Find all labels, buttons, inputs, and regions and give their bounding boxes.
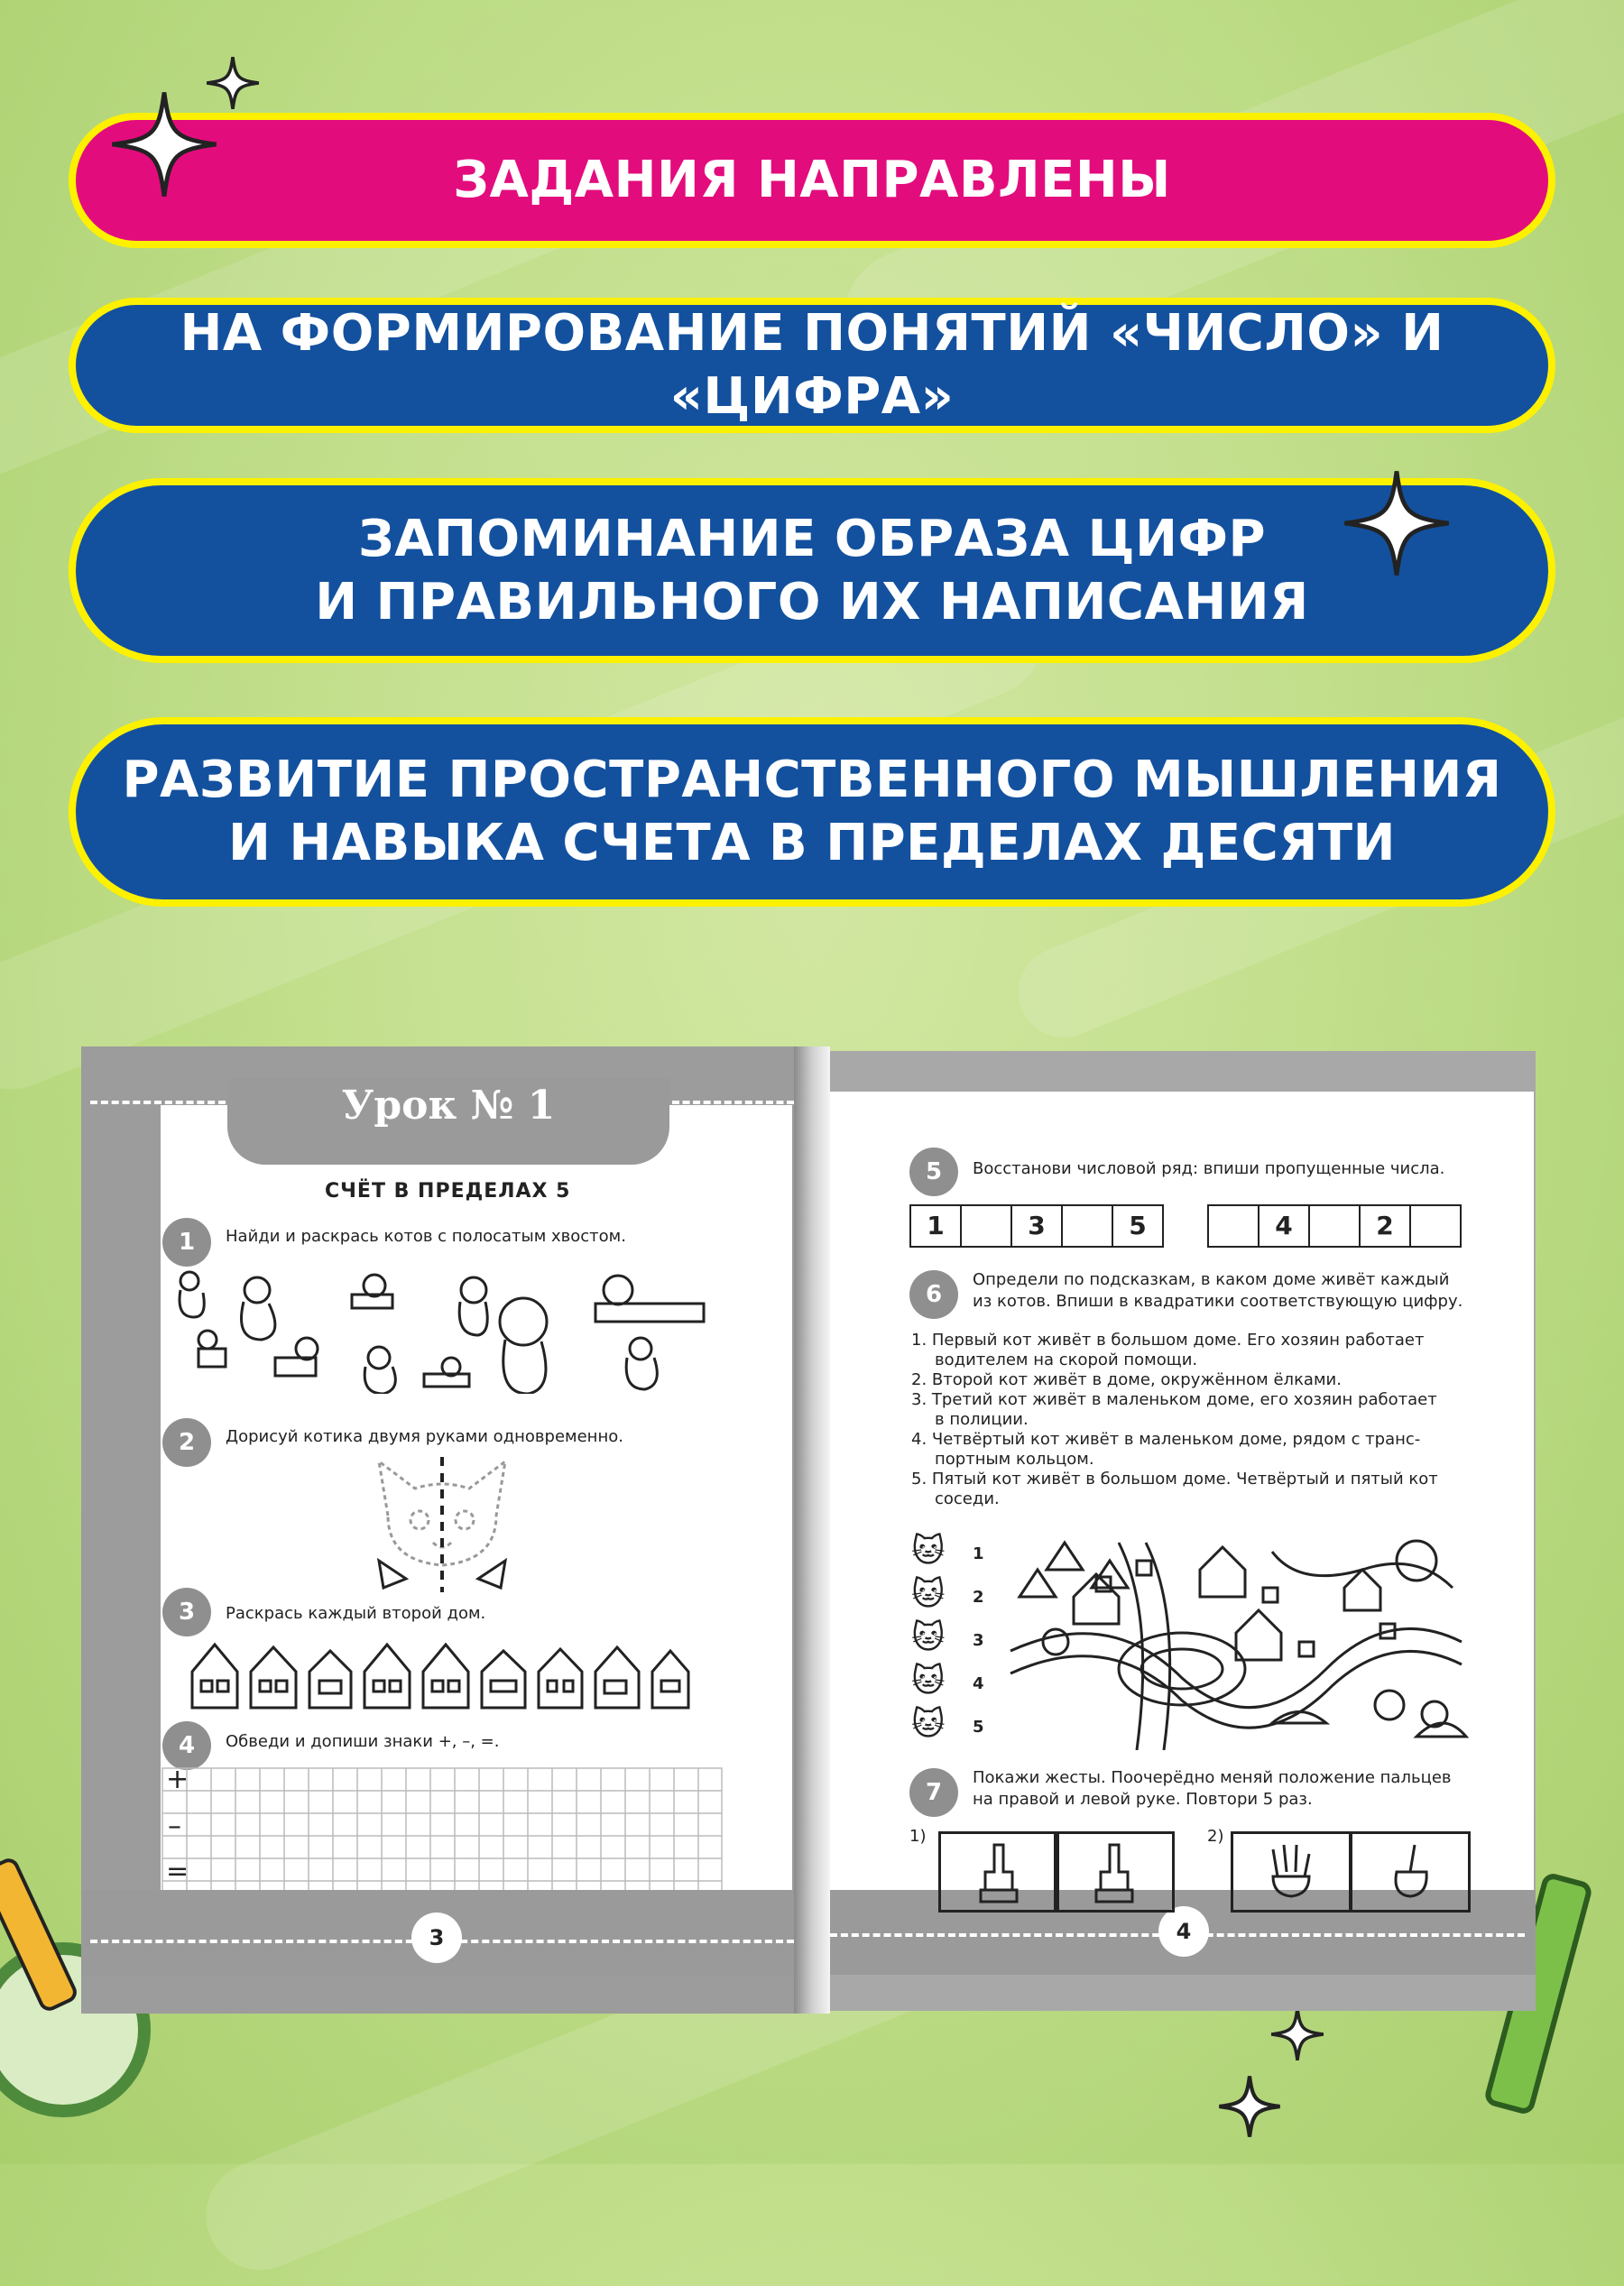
sign-equals: = xyxy=(166,1856,189,1887)
gesture-box-pointing-left xyxy=(1054,1831,1175,1913)
task-number: 6 xyxy=(909,1270,958,1319)
clue-line: в полиции. xyxy=(935,1410,1029,1429)
hand-icon xyxy=(1383,1840,1437,1903)
sequence-cell[interactable] xyxy=(1061,1204,1113,1248)
task-text: Обведи и допиши знаки +, –, =. xyxy=(226,1732,500,1751)
cat-face-tracing xyxy=(361,1452,523,1597)
cat-label: 3 xyxy=(973,1631,984,1650)
lesson-subtitle: СЧЁТ В ПРЕДЕЛАХ 5 xyxy=(325,1180,571,1203)
sign-minus: – xyxy=(168,1811,181,1842)
cat-label: 2 xyxy=(973,1588,984,1607)
sequence-cell[interactable]: 4 xyxy=(1258,1204,1310,1248)
gesture-box-pointing-right xyxy=(938,1831,1059,1913)
sparkle-icon xyxy=(206,56,260,110)
cat-label: 5 xyxy=(973,1718,984,1737)
town-map-illustration xyxy=(1001,1534,1471,1750)
page-number-right: 4 xyxy=(1158,1906,1209,1957)
banner-number-concept xyxy=(69,298,1555,433)
sequence-cell[interactable] xyxy=(1308,1204,1361,1248)
banner-digit-memory xyxy=(69,478,1555,663)
sparkle-icon xyxy=(110,90,218,198)
task-number: 5 xyxy=(909,1148,958,1196)
banner-digit-memory-line1: ЗАПОМИНАНИЕ ОБРАЗА ЦИФР xyxy=(357,509,1267,568)
cat-label: 4 xyxy=(973,1674,984,1693)
task-text: Найди и раскрась котов с полосатым хвостом. xyxy=(226,1227,626,1246)
clue-line: 2. Второй кот живёт в доме, окружённом ёлками. xyxy=(911,1370,1342,1389)
task-text: из котов. Впиши в квадратики соответствующую цифру. xyxy=(973,1292,1463,1311)
top-stitch-page2 xyxy=(830,1102,1525,1106)
sequence-cell[interactable]: 3 xyxy=(1010,1204,1063,1248)
sequence-cell[interactable] xyxy=(960,1204,1012,1248)
cat-label: 1 xyxy=(973,1544,984,1563)
cat-head-icon: 🐱 xyxy=(911,1533,946,1570)
cat-head-icon: 🐱 xyxy=(911,1576,946,1613)
sparkle-icon xyxy=(1270,2007,1324,2061)
hand-icon xyxy=(972,1840,1026,1903)
top-stitch-right xyxy=(672,1101,794,1104)
sequence-cell[interactable] xyxy=(1409,1204,1462,1248)
task-number: 3 xyxy=(162,1588,211,1636)
sign-plus: + xyxy=(166,1764,189,1795)
top-stitch-left xyxy=(90,1101,226,1104)
clue-line: соседи. xyxy=(935,1489,1000,1508)
cat-head-icon: 🐱 xyxy=(911,1619,946,1656)
banner-goals-text: ЗАДАНИЯ НАПРАВЛЕНЫ xyxy=(453,151,1171,209)
banner-spatial-thinking-line2: И НАВЫКА СЧЕТА В ПРЕДЕЛАХ ДЕСЯТИ xyxy=(228,814,1396,872)
task-text: Определи по подсказкам, в каком доме живёт каждый xyxy=(973,1270,1450,1289)
task-number: 1 xyxy=(162,1218,211,1267)
task-text: Раскрась каждый второй дом. xyxy=(226,1604,486,1623)
number-sequence-2 xyxy=(1209,1204,1462,1248)
clue-line: 1. Первый кот живёт в большом доме. Его хозяин работает xyxy=(911,1331,1425,1350)
banner-spatial-thinking-line1: РАЗВИТИЕ ПРОСТРАНСТВЕННОГО МЫШЛЕНИЯ xyxy=(122,751,1502,809)
hand-icon xyxy=(1264,1840,1318,1903)
sequence-cell[interactable] xyxy=(1207,1204,1260,1248)
task-text: Восстанови числовой ряд: впиши пропущенные числа. xyxy=(973,1159,1445,1178)
gesture-box-open-hand xyxy=(1231,1831,1352,1913)
gesture-group-label: 2) xyxy=(1207,1827,1224,1846)
clue-line: водителем на скорой помощи. xyxy=(935,1350,1198,1369)
sequence-cell[interactable]: 1 xyxy=(909,1204,962,1248)
houses-illustration xyxy=(188,1640,693,1712)
cats-illustration xyxy=(171,1267,713,1394)
banner-number-concept-text: НА ФОРМИРОВАНИЕ ПОНЯТИЙ «ЧИСЛО» И «ЦИФРА» xyxy=(180,304,1444,426)
clue-line: 3. Третий кот живёт в маленьком доме, его хозяин работает xyxy=(911,1390,1437,1409)
task-number: 2 xyxy=(162,1418,211,1467)
task-text: на правой и левой руке. Повтори 5 раз. xyxy=(973,1790,1313,1809)
cat-head-icon: 🐱 xyxy=(911,1663,946,1700)
task-number: 4 xyxy=(162,1721,211,1770)
lesson-title: Урок № 1 xyxy=(341,1083,556,1129)
page-number-left: 3 xyxy=(411,1913,462,1963)
task-number: 7 xyxy=(909,1768,958,1817)
banner-digit-memory-line2: И ПРАВИЛЬНОГО ИХ НАПИСАНИЯ xyxy=(315,572,1309,631)
sparkle-icon xyxy=(1343,469,1451,577)
gesture-group-label: 1) xyxy=(909,1827,927,1846)
banner-goals xyxy=(69,113,1555,248)
signs-grid xyxy=(161,1766,729,1911)
cat-head-icon: 🐱 xyxy=(911,1706,946,1743)
sparkle-icon xyxy=(1218,2075,1281,2138)
task-text: Дорисуй котика двумя руками одновременно. xyxy=(226,1427,623,1446)
gesture-box-index-finger xyxy=(1350,1831,1471,1913)
clue-line: 4. Четвёртый кот живёт в маленьком доме, рядом с транс- xyxy=(911,1430,1421,1449)
sequence-cell[interactable]: 5 xyxy=(1112,1204,1164,1248)
clue-line: портным кольцом. xyxy=(935,1450,1094,1469)
task-text: Покажи жесты. Поочерёдно меняй положение пальцев xyxy=(973,1768,1452,1787)
clue-line: 5. Пятый кот живёт в большом доме. Четвёртый и пятый кот xyxy=(911,1470,1438,1489)
sequence-cell[interactable]: 2 xyxy=(1359,1204,1411,1248)
hand-icon xyxy=(1087,1840,1141,1903)
banner-spatial-thinking xyxy=(69,717,1555,907)
book-spine xyxy=(794,1046,830,2014)
number-sequence-1 xyxy=(911,1204,1164,1248)
